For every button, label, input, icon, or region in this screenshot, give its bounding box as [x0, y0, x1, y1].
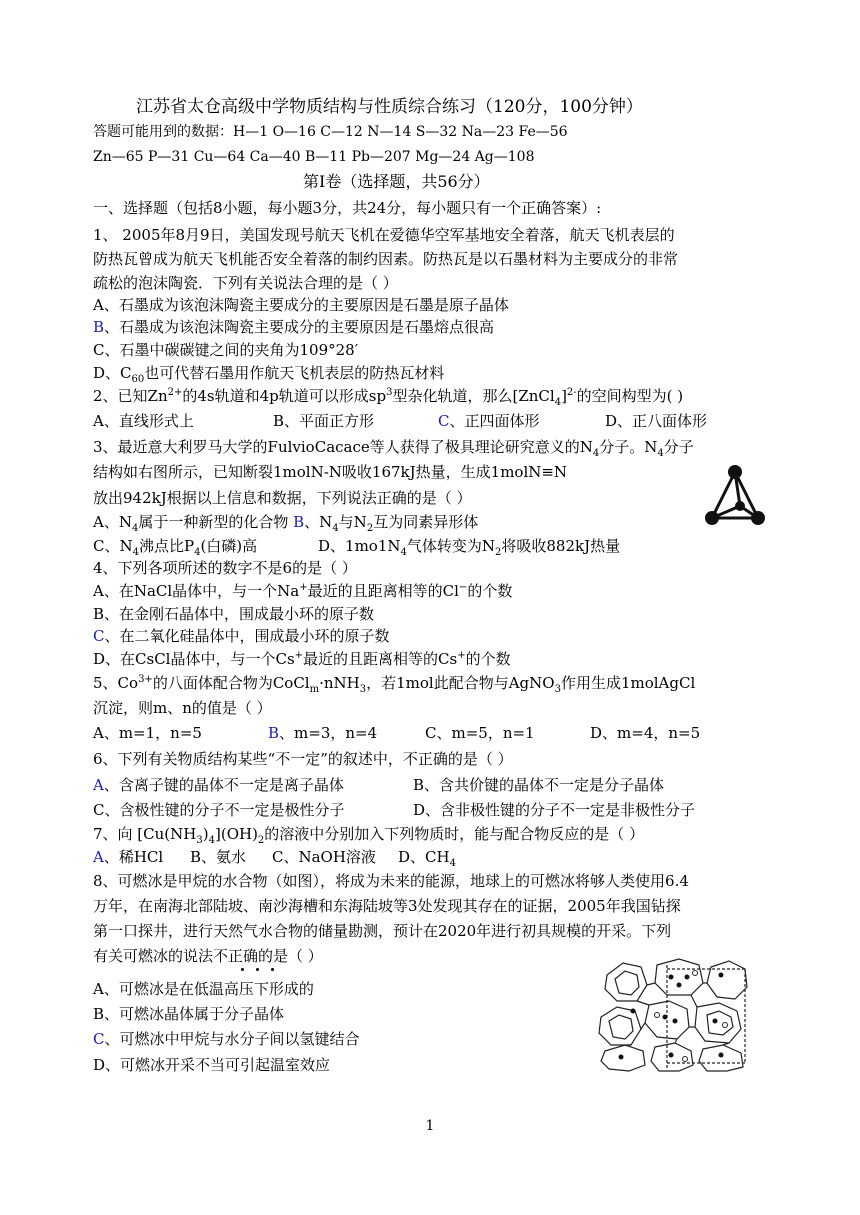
text: ): [202, 825, 209, 843]
q3-stem-line-1: [93, 436, 694, 458]
option-letter: C: [93, 627, 105, 645]
option-text: 、含离子键的晶体不一定是离子晶体: [103, 776, 344, 794]
text: D、C: [93, 364, 132, 382]
text: 分子: [663, 438, 694, 456]
exam-title: 江苏省太仓高级中学物质结构与性质综合练习（120分，100分钟）: [136, 97, 643, 117]
subscript: 4: [132, 547, 139, 558]
methane-hydrate-figure: [595, 955, 753, 1073]
text: 将吸收882kJ热量: [501, 537, 621, 555]
superscript: +: [294, 650, 304, 661]
option-letter: C: [438, 412, 450, 430]
q4-option-b: B、在金刚石晶体中，围成最小环的原子数: [93, 605, 375, 623]
text: 也可代替石墨用作航天飞机表层的防热瓦材料: [144, 364, 445, 382]
text: 2、已知Zn: [93, 387, 168, 405]
superscript: 2-: [566, 387, 577, 398]
subscript: 4: [400, 547, 407, 558]
option-letter: B: [293, 513, 305, 531]
text: 沸点比P: [138, 537, 195, 555]
option-text: 、稀HCl: [103, 848, 164, 866]
q4-option-a: [93, 580, 512, 602]
option-text: 、石墨成为该泡沫陶瓷主要成分的主要原因是石墨熔点很高: [104, 318, 495, 336]
subscript: 2: [495, 547, 502, 558]
text: ](OH): [214, 825, 258, 843]
option-letter: A: [93, 848, 104, 866]
q8-stem-line-4: 有关可燃冰的说法不正确的是（ ）: [93, 947, 323, 965]
subscript: 3: [196, 835, 203, 846]
option-letter: C: [93, 1030, 105, 1048]
q3-option-c: [93, 535, 257, 557]
subscript: 4: [194, 547, 201, 558]
q6-option-a: [93, 774, 344, 796]
q7-option-d: [398, 846, 456, 868]
q5-option-d: D、m=4，n=5: [590, 724, 701, 742]
q1-option-b: [93, 316, 494, 338]
q1-stem-line-3: 疏松的泡沫陶瓷．下列有关说法合理的是（ ）: [93, 274, 398, 292]
q2-stem: [93, 385, 683, 407]
subscript: 4: [657, 448, 664, 459]
option-text: 、可燃冰中甲烷与水分子间以氢键结合: [104, 1030, 360, 1048]
q5-option-c: C、m=5，n=1: [425, 724, 535, 742]
subscript: 4: [554, 397, 562, 408]
q7-option-b: B、氨水: [190, 848, 247, 866]
q1-option-c: C、石墨中碳碳键之间的夹角为109°28′: [93, 341, 359, 359]
text: A、在NaCl晶体中，与一个Na: [93, 582, 300, 600]
superscript: 3: [386, 387, 393, 398]
superscript: +: [457, 650, 466, 661]
q8-stem-line-1: 8、可燃冰是甲烷的水合物（如图），将成为未来的能源，地球上的可燃冰将够人类使用6.4: [93, 872, 689, 890]
subscript: 4: [131, 523, 139, 534]
q7-option-a: [93, 846, 163, 868]
text: 互为同素异形体: [373, 513, 479, 531]
n4-molecule-figure: [702, 462, 768, 530]
text: 的溶液中分别加入下列物质时，能与配合物反应的是（ ）: [264, 825, 645, 843]
text: 的个数: [465, 650, 511, 668]
q8-stem-line-3: 第一口探井，进行天然气水合物的储量勘测，预计在2020年进行初具规模的开采。下列: [93, 922, 672, 940]
q1-stem-line-1: 1、 2005年8月9日，美国发现号航天飞机在爱德华空军基地安全着落，航天飞机表层的: [93, 226, 675, 244]
q6-option-c: C、含极性键的分子不一定是极性分子: [93, 801, 345, 819]
q2-option-c: [438, 410, 540, 432]
option-text: 、正四面体形: [449, 412, 540, 430]
text: 最近的且距离相等的Cs: [303, 650, 458, 668]
text: 作用生成1molAgCl: [560, 674, 696, 692]
text: 属于一种新型的化合物: [138, 513, 294, 531]
subscript: 4: [332, 523, 339, 534]
subscript: 3: [359, 684, 367, 695]
option-letter: B: [268, 724, 280, 742]
text: 的4s轨道和4p轨道可以形成sp: [182, 387, 387, 405]
atomic-mass-line-2: Zn—65 P—31 Cu—64 Ca—40 B—11 Pb—207 Mg—24 Ag—108: [93, 149, 535, 165]
subscript: 4: [208, 835, 215, 846]
text: C、N: [93, 537, 133, 555]
option-text: 、在二氧化硅晶体中，围成最小环的原子数: [104, 627, 390, 645]
q4-stem: 4、下列各项所述的数字不是6的是（ ）: [93, 559, 357, 577]
text: 与N: [338, 513, 367, 531]
superscript: −: [458, 582, 468, 593]
q1-stem-line-2: 防热瓦曾成为航天飞机能否安全着落的制约因素。防热瓦是以石墨材料为主要成分的非常: [93, 250, 679, 268]
page-number: 1: [425, 1118, 435, 1134]
q6-option-b: B、含共价键的晶体不一定是分子晶体: [413, 776, 665, 794]
q8-stem-line-2: 万年，在南海北部陆坡、南沙海槽和东海陆坡等3处发现其存在的证据，2005年我国钻探: [93, 897, 681, 915]
emphasis-dots: [238, 968, 298, 972]
text: D、在CsCl晶体中，与一个Cs: [93, 650, 295, 668]
q8-option-c: [93, 1028, 360, 1050]
superscript: 3+: [138, 674, 153, 685]
text: ]: [561, 387, 567, 405]
option-letter: B: [93, 318, 105, 336]
superscript: 2+: [167, 387, 183, 398]
q3-stem-line-3: 放出942kJ根据以上信息和数据，下列说法正确的是（ ）: [93, 489, 472, 507]
part-heading: 第Ⅰ卷（选择题，共56分）: [303, 172, 490, 191]
text: D、1mo1N: [318, 537, 401, 555]
text: 气体转变为N: [406, 537, 496, 555]
text: 5、Co: [93, 674, 139, 692]
text: 7、向 [Cu(NH: [93, 825, 197, 843]
text: ，若1mol此配合物与AgNO: [366, 674, 555, 692]
text: 的八面体配合物为CoCl: [152, 674, 310, 692]
q4-option-c: [93, 625, 390, 647]
subscript: 2: [257, 835, 265, 846]
q6-option-d: D、含非极性键的分子不一定是非极性分子: [413, 801, 696, 819]
text: 最近的且距离相等的Cl: [307, 582, 459, 600]
q2-option-b: B、平面正方形: [273, 412, 375, 430]
q3-option-d: [318, 535, 620, 557]
subscript: 60: [131, 374, 145, 385]
text: 的个数: [467, 582, 513, 600]
subscript: m: [309, 684, 320, 695]
q8-option-a: A、可燃冰是在低温高压下形成的: [93, 980, 314, 998]
subscript: 4: [592, 448, 600, 459]
text: A、N: [93, 513, 132, 531]
q6-stem: 6、下列有关物质结构某些“不一定”的叙述中，不正确的是（ ）: [93, 750, 513, 768]
q7-option-c: C、NaOH溶液: [272, 848, 376, 866]
q7-stem: [93, 823, 644, 845]
q5-option-a: A、m=1，n=5: [93, 724, 202, 742]
q3-stem-line-2: 结构如右图所示，已知断裂1molN-N吸收167kJ热量，生成1molN≡N: [93, 463, 568, 481]
text: 、N: [304, 513, 333, 531]
text: ·nNH: [319, 674, 360, 692]
q2-option-a: A、直线形式上: [93, 412, 194, 430]
q5-stem-line-1: [93, 672, 695, 694]
subscript: 3: [554, 684, 561, 695]
q4-option-d: [93, 648, 511, 670]
q2-option-d: D、正八面体形: [605, 412, 708, 430]
superscript: +: [299, 582, 308, 593]
q1-option-d: [93, 362, 444, 384]
option-text: 、m=3，n=4: [279, 724, 378, 742]
q8-option-d: D、可燃冰开采不当可引起温室效应: [93, 1056, 331, 1074]
q1-option-a: A、石墨成为该泡沫陶瓷主要成分的主要原因是石墨是原子晶体: [93, 296, 509, 314]
text: (白磷)高: [200, 537, 258, 555]
subscript: 4: [449, 858, 456, 869]
text: 型杂化轨道，那么[ZnCl: [392, 387, 555, 405]
option-letter: A: [93, 776, 104, 794]
section-heading: 一、选择题（包括8小题，每小题3分，共24分，每小题只有一个正确答案）:: [93, 199, 602, 217]
q3-options-ab: [93, 511, 478, 533]
text: 分子。N: [599, 438, 658, 456]
text: D、CH: [398, 848, 450, 866]
q5-option-b: [268, 722, 377, 744]
text: 的空间构型为( ): [576, 387, 684, 405]
text: 3、最近意大利罗马大学的FulvioCacace等人获得了极具理论研究意义的N: [93, 438, 593, 456]
q8-option-b: B、可燃冰晶体属于分子晶体: [93, 1005, 285, 1023]
subscript: 2: [366, 523, 374, 534]
atomic-mass-line-1: 答题可能用到的数据：H—1 O—16 C—12 N—14 S—32 Na—23 Fe—56: [93, 124, 568, 140]
q5-stem-line-2: 沉淀，则m、n的值是（ ）: [93, 699, 272, 717]
